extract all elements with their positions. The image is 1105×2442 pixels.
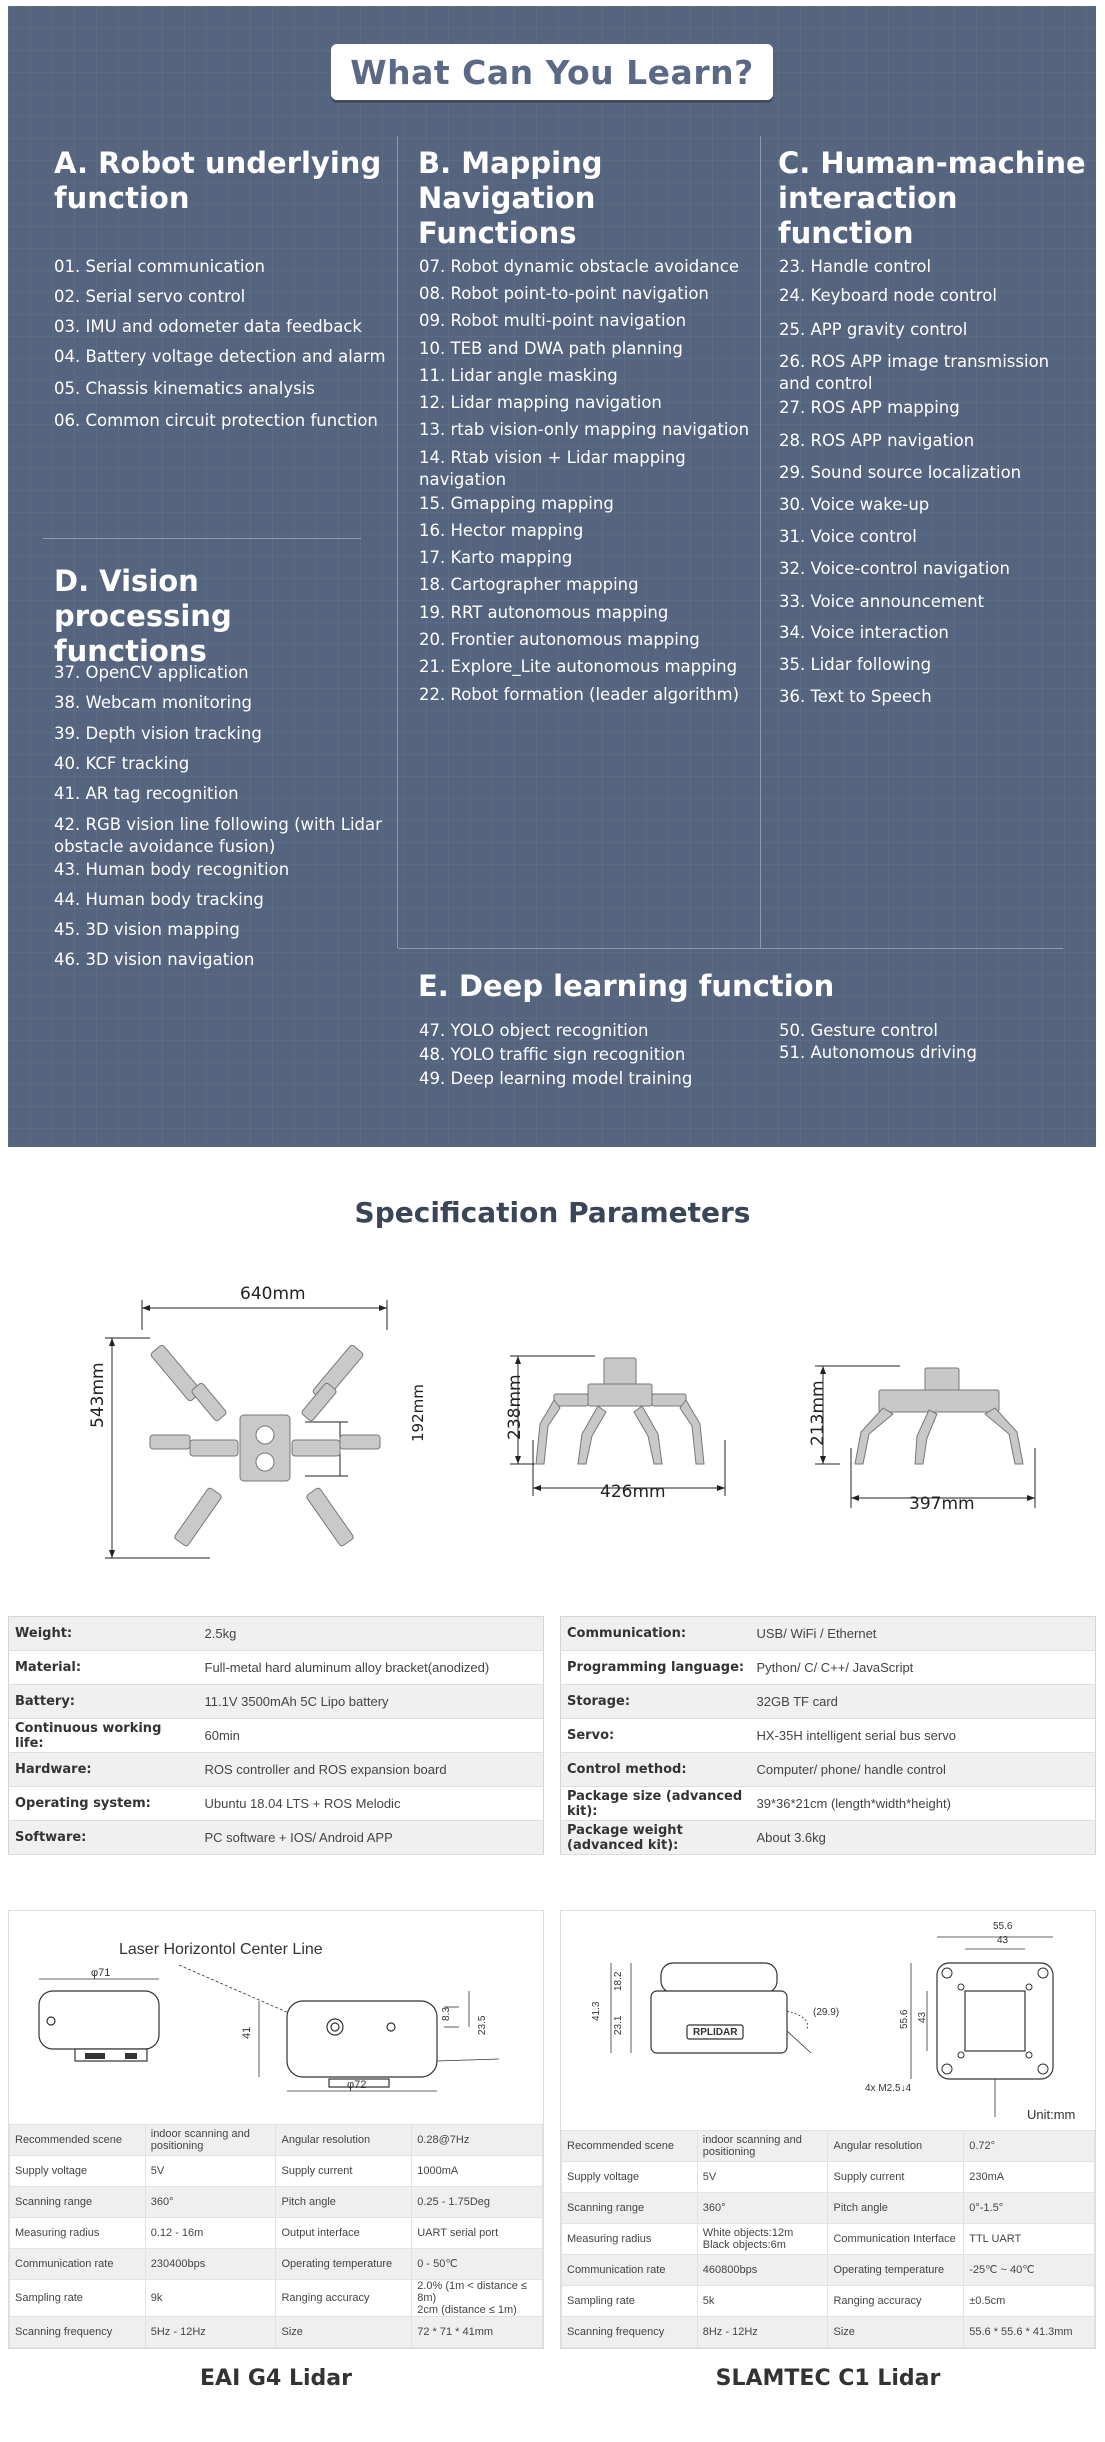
spec-key: Continuous working life: bbox=[9, 1719, 199, 1753]
lidar-g4-name: EAI G4 Lidar bbox=[200, 2366, 352, 2391]
spec-key: Communication: bbox=[561, 1617, 751, 1651]
divider-bc bbox=[760, 136, 761, 948]
spec-key: Storage: bbox=[561, 1685, 751, 1719]
lidar-c1-name: SLAMTEC C1 Lidar bbox=[715, 2366, 941, 2391]
lidar-g4-d2: φ72 bbox=[347, 2079, 367, 2091]
spec-value: PC software + IOS/ Android APP bbox=[199, 1821, 544, 1855]
lidar-key: Supply voltage bbox=[10, 2156, 146, 2187]
lidar-value: 0.72° bbox=[964, 2131, 1095, 2162]
learn-item: 31. Voice control bbox=[779, 527, 917, 546]
lidar-value: 5V bbox=[145, 2156, 276, 2187]
learn-item: 23. Handle control bbox=[779, 257, 932, 276]
lidar-key: Pitch angle bbox=[276, 2187, 412, 2218]
lidar-key: Scanning range bbox=[10, 2187, 146, 2218]
lidar-key: Supply voltage bbox=[562, 2162, 698, 2193]
lidar-c1-h2: 18.2 bbox=[613, 1971, 624, 1991]
lidar-value: indoor scanning and positioning bbox=[145, 2125, 276, 2156]
lidar-g4-h1: 41 bbox=[241, 2026, 253, 2039]
learn-item: 07. Robot dynamic obstacle avoidance bbox=[419, 257, 739, 276]
col-a-heading: A. Robot underlying function bbox=[54, 146, 382, 215]
lidar-c1-unit: Unit:mm bbox=[1027, 2107, 1076, 2122]
learn-item: 19. RRT autonomous mapping bbox=[419, 603, 669, 622]
lidar-value: TTL UART bbox=[964, 2224, 1095, 2255]
spec-value: About 3.6kg bbox=[751, 1821, 1096, 1855]
divider-ab bbox=[397, 136, 398, 948]
learn-item: 21. Explore_Lite autonomous mapping bbox=[419, 657, 738, 676]
spec-value: 60min bbox=[199, 1719, 544, 1753]
spec-row bbox=[9, 1753, 544, 1787]
learn-item: 03. IMU and odometer data feedback bbox=[54, 317, 362, 336]
learn-item: 39. Depth vision tracking bbox=[54, 724, 262, 743]
lidar-key: Communication Interface bbox=[828, 2224, 964, 2255]
lidar-key: Operating temperature bbox=[828, 2255, 964, 2286]
learn-item: 06. Common circuit protection function bbox=[54, 411, 378, 430]
spec-row bbox=[561, 1617, 1096, 1651]
lidar-row bbox=[562, 2162, 1095, 2193]
learn-title-box bbox=[331, 44, 773, 100]
lidar-c1-card bbox=[560, 1910, 1096, 2349]
lidar-value: 1000mA bbox=[412, 2156, 543, 2187]
col-c-heading: C. Human-machine interaction function bbox=[778, 146, 1086, 250]
spec-value: HX-35H intelligent serial bus servo bbox=[751, 1719, 1096, 1753]
lidar-key: Communication rate bbox=[562, 2255, 698, 2286]
lidar-key: Ranging accuracy bbox=[276, 2280, 412, 2317]
learn-item: 16. Hector mapping bbox=[419, 521, 584, 540]
lidar-value: 230400bps bbox=[145, 2249, 276, 2280]
spec-value: Computer/ phone/ handle control bbox=[751, 1753, 1096, 1787]
learn-item: 08. Robot point-to-point navigation bbox=[419, 284, 709, 303]
lidar-value: 360° bbox=[145, 2187, 276, 2218]
spec-row bbox=[9, 1617, 544, 1651]
lidar-key: Measuring radius bbox=[562, 2224, 698, 2255]
learn-item: 05. Chassis kinematics analysis bbox=[54, 379, 315, 398]
lidar-key: Scanning range bbox=[562, 2193, 698, 2224]
learn-item: 11. Lidar angle masking bbox=[419, 366, 618, 385]
dim-front-width: 426mm bbox=[600, 1482, 666, 1502]
learn-item: 25. APP gravity control bbox=[779, 320, 968, 339]
spec-key: Material: bbox=[9, 1651, 199, 1685]
learn-item: 41. AR tag recognition bbox=[54, 784, 239, 803]
lidar-value: 0.28@7Hz bbox=[412, 2125, 543, 2156]
lidar-value: 5Hz - 12Hz bbox=[145, 2317, 276, 2348]
spec-row bbox=[561, 1719, 1096, 1753]
learn-item: 45. 3D vision mapping bbox=[54, 920, 240, 939]
lidar-row bbox=[10, 2125, 543, 2156]
spec-value: 11.1V 3500mAh 5C Lipo battery bbox=[199, 1685, 544, 1719]
learn-item: 34. Voice interaction bbox=[779, 623, 949, 642]
lidar-g4-h3: 23.5 bbox=[477, 2015, 488, 2035]
lidar-c1-drawing bbox=[571, 1921, 1091, 2121]
learn-item: 17. Karto mapping bbox=[419, 548, 573, 567]
lidar-value: indoor scanning and positioning bbox=[697, 2131, 828, 2162]
divider-ad bbox=[43, 538, 361, 539]
lidar-row bbox=[10, 2156, 543, 2187]
learn-item: 09. Robot multi-point navigation bbox=[419, 311, 687, 330]
spec-row bbox=[9, 1787, 544, 1821]
lidar-value: 460800bps bbox=[697, 2255, 828, 2286]
learn-item: 13. rtab vision-only mapping navigation bbox=[419, 420, 750, 439]
learn-item: 22. Robot formation (leader algorithm) bbox=[419, 685, 740, 704]
dim-top-body: 192mm bbox=[409, 1384, 427, 1442]
lidar-value: 230mA bbox=[964, 2162, 1095, 2193]
spec-key: Operating system: bbox=[9, 1787, 199, 1821]
learn-item: 12. Lidar mapping navigation bbox=[419, 393, 662, 412]
lidar-g4-table bbox=[9, 2124, 543, 2348]
learn-item: 20. Frontier autonomous mapping bbox=[419, 630, 700, 649]
learn-item: 51. Autonomous driving bbox=[779, 1043, 977, 1062]
lidar-value: -25℃ ~ 40℃ bbox=[964, 2255, 1095, 2286]
lidar-g4-card bbox=[8, 1910, 544, 2349]
learn-item: 01. Serial communication bbox=[54, 257, 266, 276]
spec-key: Package weight (advanced kit): bbox=[561, 1821, 751, 1855]
lidar-c1-screw: 4x M2.5↓4 bbox=[865, 2083, 912, 2094]
lidar-key: Operating temperature bbox=[276, 2249, 412, 2280]
lidar-c1-w2: 43 bbox=[997, 1935, 1009, 1946]
spec-key: Battery: bbox=[9, 1685, 199, 1719]
lidar-row bbox=[10, 2187, 543, 2218]
spec-key: Hardware: bbox=[9, 1753, 199, 1787]
spec-row bbox=[9, 1685, 544, 1719]
learn-item: 46. 3D vision navigation bbox=[54, 950, 255, 969]
lidar-row bbox=[562, 2193, 1095, 2224]
learn-item: 48. YOLO traffic sign recognition bbox=[419, 1045, 686, 1064]
lidar-row bbox=[562, 2224, 1095, 2255]
lidar-key: Scanning frequency bbox=[10, 2317, 146, 2348]
lidar-value: 8Hz - 12Hz bbox=[697, 2317, 828, 2348]
spec-row bbox=[561, 1753, 1096, 1787]
lidar-c1-w1: 55.6 bbox=[993, 1921, 1013, 1932]
learn-title: What Can You Learn? bbox=[350, 52, 754, 92]
lidar-key: Ranging accuracy bbox=[828, 2286, 964, 2317]
spec-value: ROS controller and ROS expansion board bbox=[199, 1753, 544, 1787]
learn-item: 37. OpenCV application bbox=[54, 663, 249, 682]
lidar-value: 5V bbox=[697, 2162, 828, 2193]
lidar-value: 2.0% (1m < distance ≤ 8m) 2cm (distance ≤ 1m) bbox=[412, 2280, 543, 2317]
learn-item: 27. ROS APP mapping bbox=[779, 398, 960, 417]
spec-row bbox=[9, 1719, 544, 1753]
lidar-row bbox=[10, 2249, 543, 2280]
lidar-row bbox=[10, 2218, 543, 2249]
lidar-key: Size bbox=[276, 2317, 412, 2348]
lidar-key: Recommended scene bbox=[10, 2125, 146, 2156]
lidar-row bbox=[562, 2317, 1095, 2348]
lidar-row bbox=[562, 2255, 1095, 2286]
learn-item: 36. Text to Speech bbox=[779, 687, 932, 706]
lidar-c1-h3: 23.1 bbox=[613, 2015, 624, 2035]
lidar-g4-drawing bbox=[29, 1941, 529, 2101]
learn-item: 33. Voice announcement bbox=[779, 592, 985, 611]
side-view-drawing bbox=[805, 1348, 1045, 1518]
learn-item: 30. Voice wake-up bbox=[779, 495, 930, 514]
spec-value: 39*36*21cm (length*width*height) bbox=[751, 1787, 1096, 1821]
spec-row bbox=[561, 1651, 1096, 1685]
lidar-key: Sampling rate bbox=[10, 2280, 146, 2317]
spec-row bbox=[561, 1685, 1096, 1719]
dim-side-width: 397mm bbox=[909, 1494, 975, 1514]
learn-item: 14. Rtab vision + Lidar mapping navigation bbox=[419, 448, 686, 489]
spec-key: Control method: bbox=[561, 1753, 751, 1787]
lidar-key: Angular resolution bbox=[828, 2131, 964, 2162]
lidar-key: Output interface bbox=[276, 2218, 412, 2249]
spec-row bbox=[561, 1821, 1096, 1855]
lidar-key: Supply current bbox=[276, 2156, 412, 2187]
learn-panel bbox=[8, 6, 1096, 1147]
spec-value: Full-metal hard aluminum alloy bracket(anodized) bbox=[199, 1651, 544, 1685]
lidar-value: 0 - 50℃ bbox=[412, 2249, 543, 2280]
learn-item: 24. Keyboard node control bbox=[779, 286, 997, 305]
learn-item: 10. TEB and DWA path planning bbox=[419, 339, 683, 358]
learn-item: 42. RGB vision line following (with Lidar obstacle avoidance fusion) bbox=[54, 815, 382, 856]
lidar-c1-side: 55.6 bbox=[899, 2009, 910, 2029]
lidar-row bbox=[10, 2280, 543, 2317]
learn-item: 49. Deep learning model training bbox=[419, 1069, 693, 1088]
lidar-c1-r: (29.9) bbox=[813, 2007, 840, 2018]
col-d-heading: D. Vision processing functions bbox=[54, 564, 232, 668]
lidar-value: 0°-1.5° bbox=[964, 2193, 1095, 2224]
learn-item: 28. ROS APP navigation bbox=[779, 431, 975, 450]
spec-title: Specification Parameters bbox=[354, 1196, 751, 1229]
dim-front-height: 238mm bbox=[505, 1374, 525, 1440]
lidar-key: Sampling rate bbox=[562, 2286, 698, 2317]
spec-key: Programming language: bbox=[561, 1651, 751, 1685]
col-b-heading: B. Mapping Navigation Functions bbox=[418, 146, 603, 250]
lidar-value: 360° bbox=[697, 2193, 828, 2224]
lidar-row bbox=[10, 2317, 543, 2348]
learn-item: 47. YOLO object recognition bbox=[419, 1021, 649, 1040]
dim-side-height: 213mm bbox=[808, 1380, 828, 1446]
lidar-c1-h1: 41.3 bbox=[591, 2001, 602, 2021]
lidar-key: Measuring radius bbox=[10, 2218, 146, 2249]
lidar-key: Supply current bbox=[828, 2162, 964, 2193]
learn-item: 32. Voice-control navigation bbox=[779, 559, 1010, 578]
lidar-c1-side2: 43 bbox=[917, 2011, 928, 2023]
learn-item: 38. Webcam monitoring bbox=[54, 693, 253, 712]
lidar-value: 0.12 - 16m bbox=[145, 2218, 276, 2249]
lidar-value: ±0.5cm bbox=[964, 2286, 1095, 2317]
lidar-value: 5k bbox=[697, 2286, 828, 2317]
spec-value: 2.5kg bbox=[199, 1617, 544, 1651]
lidar-g4-center-line: Laser Horizontol Center Line bbox=[119, 1941, 323, 1958]
top-view-drawing bbox=[90, 1290, 450, 1580]
lidar-g4-h2: 8.3 bbox=[441, 2007, 452, 2021]
lidar-value: 55.6 * 55.6 * 41.3mm bbox=[964, 2317, 1095, 2348]
learn-item: 15. Gmapping mapping bbox=[419, 494, 614, 513]
lidar-key: Recommended scene bbox=[562, 2131, 698, 2162]
lidar-row bbox=[562, 2131, 1095, 2162]
lidar-c1-brand: RPLIDAR bbox=[693, 2027, 738, 2038]
learn-item: 35. Lidar following bbox=[779, 655, 932, 674]
col-e-heading: E. Deep learning function bbox=[418, 969, 835, 1003]
learn-item: 40. KCF tracking bbox=[54, 754, 190, 773]
dim-top-width: 640mm bbox=[240, 1284, 306, 1304]
learn-item: 18. Cartographer mapping bbox=[419, 575, 639, 594]
learn-item: 44. Human body tracking bbox=[54, 890, 264, 909]
spec-value: 32GB TF card bbox=[751, 1685, 1096, 1719]
lidar-c1-table bbox=[561, 2130, 1095, 2348]
dim-top-height: 543mm bbox=[88, 1362, 108, 1428]
learn-item: 04. Battery voltage detection and alarm bbox=[54, 347, 386, 366]
lidar-row bbox=[562, 2286, 1095, 2317]
spec-key: Weight: bbox=[9, 1617, 199, 1651]
learn-item: 26. ROS APP image transmission and control bbox=[779, 352, 1050, 393]
spec-key: Package size (advanced kit): bbox=[561, 1787, 751, 1821]
lidar-g4-d1: φ71 bbox=[91, 1967, 111, 1979]
spec-key: Servo: bbox=[561, 1719, 751, 1753]
learn-item: 43. Human body recognition bbox=[54, 860, 290, 879]
lidar-key: Angular resolution bbox=[276, 2125, 412, 2156]
spec-row bbox=[561, 1787, 1096, 1821]
spec-value: Python/ C/ C++/ JavaScript bbox=[751, 1651, 1096, 1685]
lidar-value: 9k bbox=[145, 2280, 276, 2317]
spec-key: Software: bbox=[9, 1821, 199, 1855]
lidar-value: 72 * 71 * 41mm bbox=[412, 2317, 543, 2348]
divider-be bbox=[398, 948, 1063, 949]
spec-value: Ubuntu 18.04 LTS + ROS Melodic bbox=[199, 1787, 544, 1821]
spec-table-left bbox=[8, 1616, 544, 1855]
spec-row bbox=[9, 1821, 544, 1855]
spec-value: USB/ WiFi / Ethernet bbox=[751, 1617, 1096, 1651]
learn-item: 50. Gesture control bbox=[779, 1021, 938, 1040]
lidar-key: Pitch angle bbox=[828, 2193, 964, 2224]
lidar-value: UART serial port bbox=[412, 2218, 543, 2249]
lidar-key: Communication rate bbox=[10, 2249, 146, 2280]
lidar-key: Size bbox=[828, 2317, 964, 2348]
lidar-value: White objects:12m Black objects:6m bbox=[697, 2224, 828, 2255]
spec-row bbox=[9, 1651, 544, 1685]
spec-table-right bbox=[560, 1616, 1096, 1855]
learn-item: 29. Sound source localization bbox=[779, 463, 1022, 482]
learn-item: 02. Serial servo control bbox=[54, 287, 246, 306]
lidar-value: 0.25 - 1.75Deg bbox=[412, 2187, 543, 2218]
lidar-key: Scanning frequency bbox=[562, 2317, 698, 2348]
